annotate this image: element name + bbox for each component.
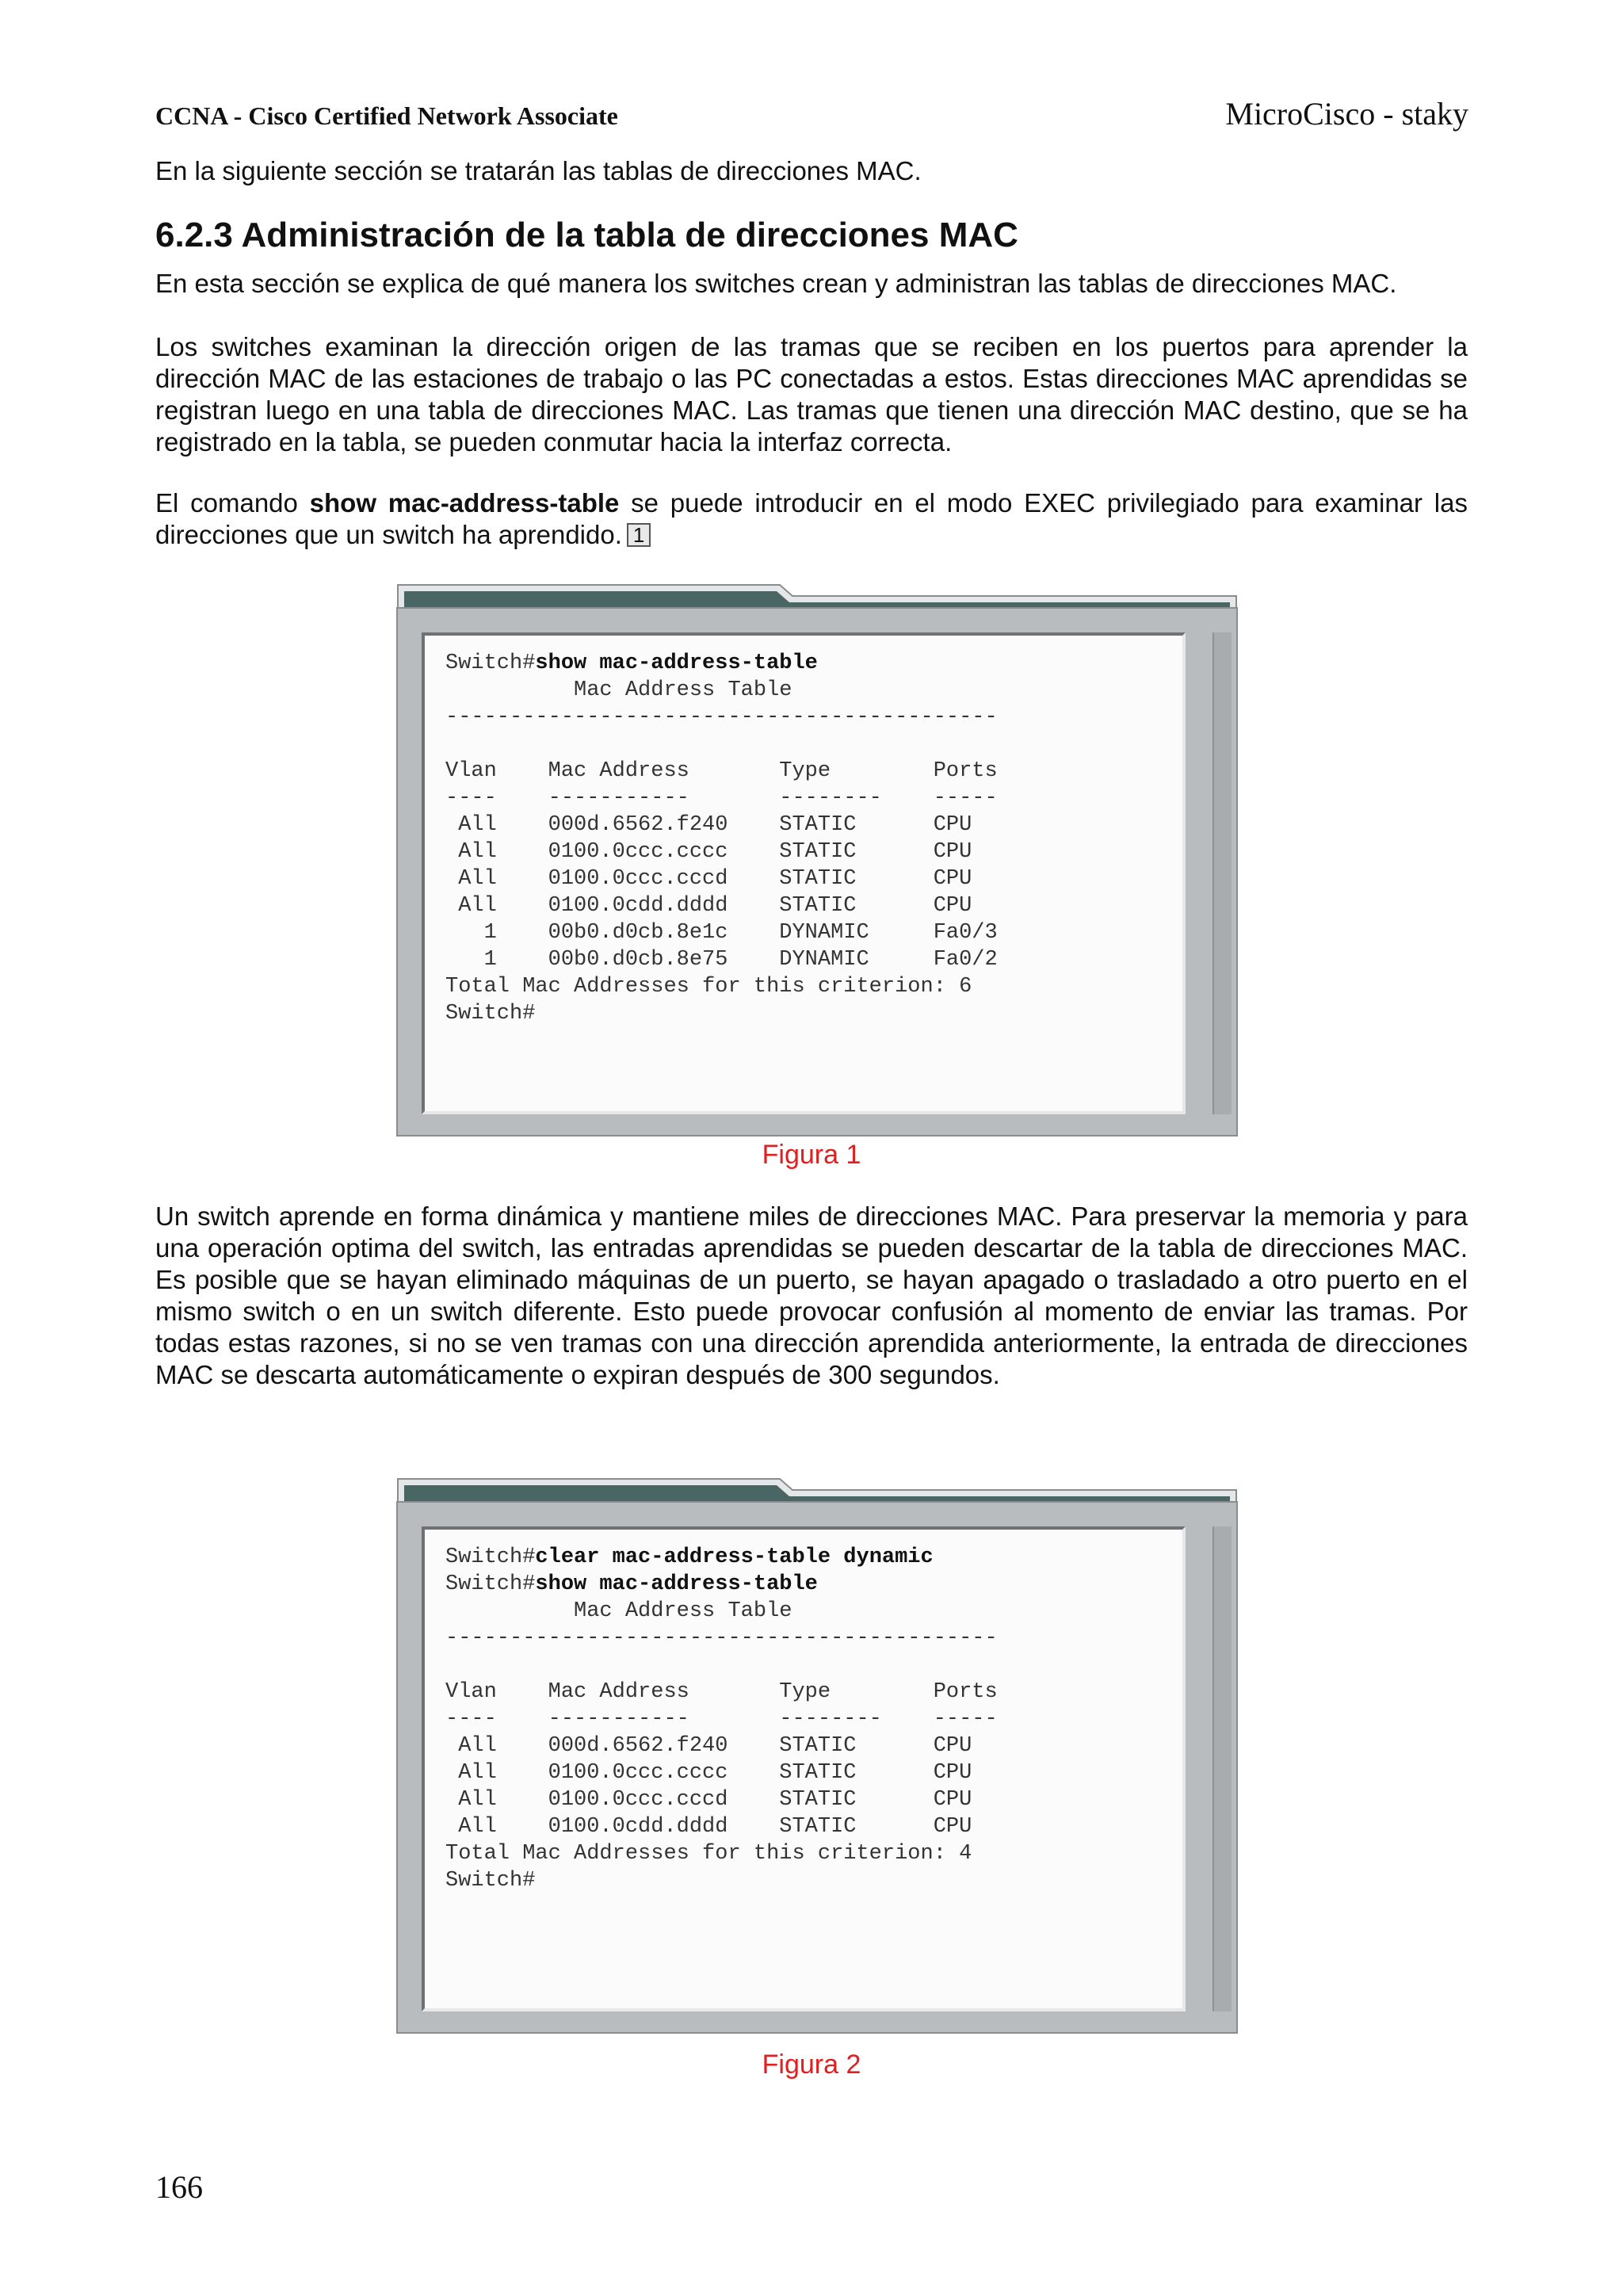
section-paragraph-1: En esta sección se explica de qué manera los switches crean y administran las tablas de direcciones MAC.: [155, 269, 1397, 298]
running-header-left: CCNA - Cisco Certified Network Associate: [155, 101, 618, 130]
terminal-frame: [396, 1501, 1238, 2034]
command: show mac-address-table: [535, 1572, 818, 1596]
table-row: All 0100.0ccc.cccc STATIC CPU: [445, 840, 972, 864]
total-line: Total Mac Addresses for this criterion: 6: [445, 975, 972, 999]
table-row: All 000d.6562.f240 STATIC CPU: [445, 813, 972, 837]
section-heading: 6.2.3 Administración de la tabla de direcciones MAC: [155, 216, 1018, 254]
section-paragraph-2: Los switches examinan la dirección origen de las tramas que se reciben en los puertos para aprender la dirección MAC de las estaciones de trabajo o las PC conectadas a estos. Estas direcciones MAC aprendidas se registran luego en una tabla de direcciones MAC. Las tramas que tienen una dirección MAC destino, que se ha registrado en la tabla, se pueden conmutar hacia la interfaz correcta.: [155, 332, 1468, 457]
column-divider: ---- ----------- -------- -----: [445, 786, 998, 810]
divider: -------------------------------------------: [445, 705, 998, 729]
table-row: All 0100.0cdd.dddd STATIC CPU: [445, 894, 972, 918]
terminal-screen: [422, 632, 1186, 1114]
paragraph-3-lead: El comando: [155, 488, 310, 518]
terminal-scrollbar[interactable]: [1212, 632, 1232, 1114]
table-title: Mac Address Table: [445, 1599, 792, 1623]
table-row: 1 00b0.d0cb.8e1c DYNAMIC Fa0/3: [445, 921, 998, 945]
table-row: 1 00b0.d0cb.8e75 DYNAMIC Fa0/2: [445, 948, 998, 972]
table-row: All 000d.6562.f240 STATIC CPU: [445, 1734, 972, 1758]
figure-2-caption: Figura 2: [762, 2050, 861, 2080]
column-header: Vlan Mac Address Type Ports: [445, 1680, 998, 1704]
divider: -------------------------------------------: [445, 1626, 998, 1650]
total-line: Total Mac Addresses for this criterion: 4: [445, 1842, 972, 1866]
terminal-scrollbar[interactable]: [1212, 1526, 1232, 2011]
prompt: Switch#: [445, 651, 536, 675]
table-row: All 0100.0cdd.dddd STATIC CPU: [445, 1815, 972, 1839]
table-row: All 0100.0ccc.cccd STATIC CPU: [445, 1788, 972, 1812]
terminal-output: [445, 650, 998, 1027]
table-row: All 0100.0ccc.cccc STATIC CPU: [445, 1761, 972, 1785]
figure-1-link[interactable]: 1: [627, 523, 651, 547]
column-divider: ---- ----------- -------- -----: [445, 1707, 998, 1731]
end-prompt: Switch#: [445, 1002, 536, 1026]
figure-1-terminal: [396, 583, 1238, 1138]
end-prompt: Switch#: [445, 1869, 536, 1893]
section-paragraph-4: Un switch aprende en forma dinámica y mantiene miles de direcciones MAC. Para preservar la memoria y para una operación optima del switch, las entradas aprendidas se pueden descartar de la tabla de direcciones MAC. Es posible que se hayan eliminado máquinas de un puerto, se hayan apagado o trasladado a otro puerto en el mismo switch o en un switch diferente. Esto puede provocar confusión al momento de enviar las tramas. Por todas estas razones, si no se ven tramas con una dirección aprendida anteriormente, la entrada de direcciones MAC se descarta automáticamente o expiran después de 300 segundos.: [155, 1201, 1468, 1389]
terminal-output: [445, 1544, 998, 1894]
running-header-right: MicroCisco - staky: [1225, 96, 1468, 132]
paragraph-3-rest: se puede introducir en el modo EXEC privilegiado para examinar las direcciones que un switch ha aprendido.: [155, 488, 1468, 549]
section-paragraph-3: [155, 487, 1468, 551]
table-title: Mac Address Table: [445, 678, 792, 702]
command-inline: show mac-address-table: [309, 488, 620, 518]
prompt: Switch#: [445, 1572, 536, 1596]
command: clear mac-address-table dynamic: [535, 1545, 934, 1569]
column-header: Vlan Mac Address Type Ports: [445, 759, 998, 783]
figure-1-caption: Figura 1: [762, 1140, 861, 1170]
page-number: 166: [155, 2169, 203, 2205]
prompt: Switch#: [445, 1545, 536, 1569]
table-row: All 0100.0ccc.cccd STATIC CPU: [445, 867, 972, 891]
terminal-frame: [396, 607, 1238, 1137]
terminal-screen: [422, 1526, 1186, 2011]
figure-2-terminal: [396, 1477, 1238, 2032]
command: show mac-address-table: [535, 651, 818, 675]
intro-paragraph: En la siguiente sección se tratarán las tablas de direcciones MAC.: [155, 156, 922, 185]
